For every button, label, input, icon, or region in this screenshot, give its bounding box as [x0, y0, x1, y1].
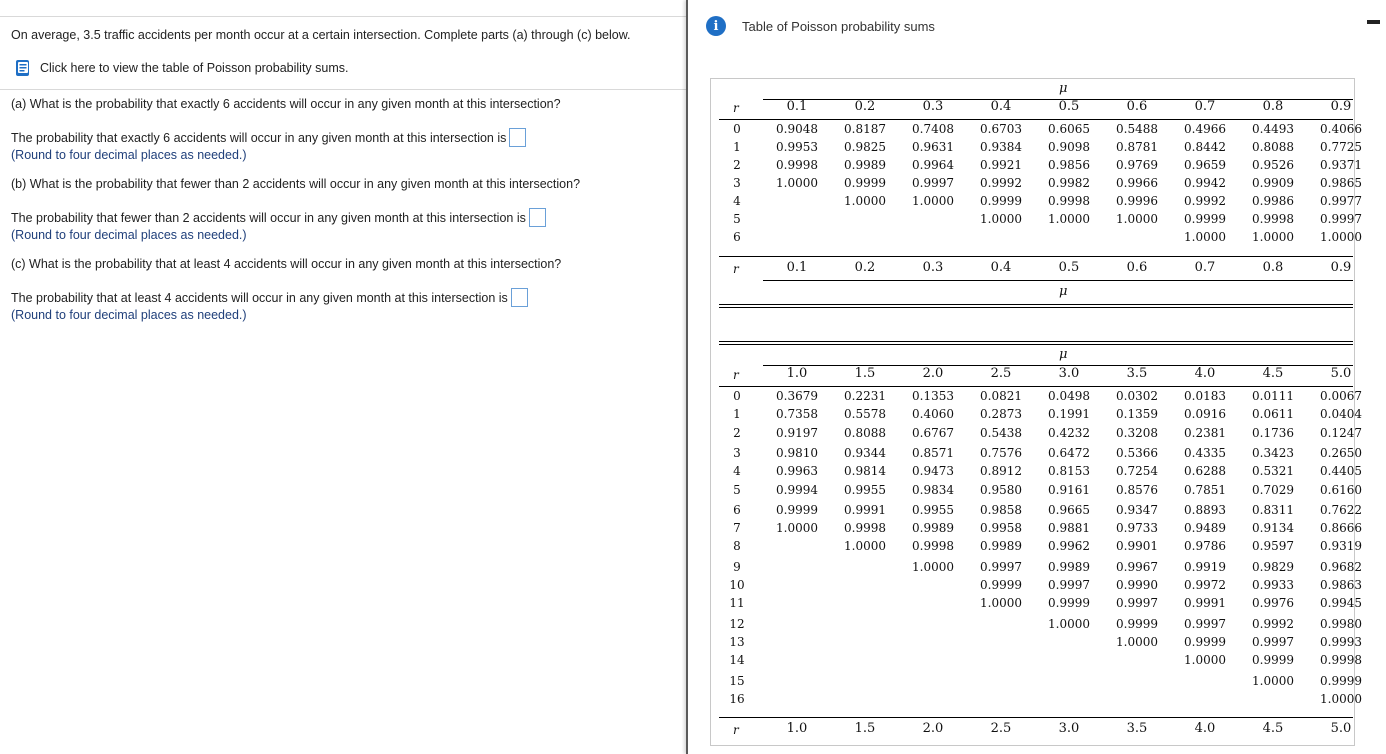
row-index: 3: [733, 176, 741, 190]
table-cell: 1.0000: [776, 521, 818, 536]
row-index: 1: [733, 140, 741, 154]
row-index: 14: [729, 653, 745, 668]
table-rule: [719, 341, 1353, 342]
table-cell: 0.6703: [980, 122, 1022, 136]
table-cell: 0.9955: [912, 502, 954, 517]
part-b-question: (b) What is the probability that fewer than 2 accidents will occur in any given month at this intersection?: [11, 177, 581, 191]
popup-header: [706, 16, 935, 36]
table-cell: 0.9962: [1048, 539, 1090, 554]
table-cell: 1.0000: [1116, 212, 1158, 226]
footer-mu-5.0: 5.0: [1330, 721, 1352, 736]
table-cell: 0.9659: [1184, 158, 1226, 172]
row-index: 2: [733, 425, 741, 440]
table-rule: [719, 386, 1353, 387]
table-cell: 0.9161: [1048, 482, 1090, 497]
table-cell: 0.9999: [1252, 653, 1294, 668]
table-rule: [763, 280, 1353, 281]
part-c-answer-prefix: The probability that at least 4 accidents will occur in any given month at this intersection is: [11, 291, 508, 305]
table-cell: 0.9810: [776, 445, 818, 460]
table-cell: 0.2650: [1320, 445, 1362, 460]
table-cell: 0.0067: [1320, 389, 1362, 403]
table-cell: 0.5488: [1116, 122, 1158, 136]
question-panel: [0, 0, 686, 754]
table-cell: 0.9989: [980, 539, 1022, 554]
table-cell: 0.9998: [1048, 194, 1090, 208]
row-index: 4: [733, 194, 741, 208]
table-cell: 0.9989: [912, 521, 954, 536]
poisson-table-2: [719, 341, 1362, 745]
row-index: 6: [733, 230, 741, 244]
table-cell: 0.0111: [1252, 389, 1294, 403]
table-cell: 0.8088: [844, 425, 886, 440]
row-index: 5: [733, 212, 741, 226]
popup-title: Table of Poisson probability sums: [742, 18, 935, 34]
table-cell: 0.6065: [1048, 122, 1090, 136]
footer-mu-1.0: 1.0: [786, 721, 808, 736]
divider: [0, 16, 686, 17]
part-c-question: (c) What is the probability that at least 4 accidents will occur in any given month at this intersection?: [11, 257, 562, 271]
table-cell: 0.9989: [844, 158, 886, 172]
table-cell: 0.5578: [844, 407, 886, 422]
table-cell: 0.8576: [1116, 482, 1158, 497]
table-rule: [719, 119, 1353, 120]
table-cell: 0.1736: [1252, 425, 1294, 440]
row-index: 8: [733, 539, 741, 554]
table-cell: 0.9967: [1116, 559, 1158, 574]
table-cell: 0.9786: [1184, 539, 1226, 554]
table-cell: 0.9993: [1320, 634, 1362, 649]
row-index: 13: [729, 634, 745, 649]
row-index: 1: [733, 407, 741, 422]
view-table-link[interactable]: [14, 59, 348, 77]
table-cell: 0.9909: [1252, 176, 1294, 190]
footer-mu-4.0: 4.0: [1194, 721, 1216, 736]
footer-mu-0.7: 0.7: [1194, 260, 1216, 275]
row-index: 4: [733, 464, 741, 479]
table-cell: 0.7725: [1320, 140, 1362, 154]
table-cell: 1.0000: [1252, 230, 1294, 244]
table-cell: 0.6288: [1184, 464, 1226, 479]
table-cell: 0.1247: [1320, 425, 1362, 440]
table-cell: 0.9856: [1048, 158, 1090, 172]
table-cell: 0.9829: [1252, 559, 1294, 574]
header-r-label: r: [733, 101, 739, 115]
table-cell: 0.8666: [1320, 521, 1362, 536]
view-table-link-label: Click here to view the table of Poisson probability sums.: [40, 61, 349, 75]
header-mu-0.2: 0.2: [854, 99, 876, 114]
table-cell: 0.9631: [912, 140, 954, 154]
table-cell: 0.9682: [1320, 559, 1362, 574]
header-mu-4.0: 4.0: [1194, 366, 1216, 381]
header-mu-0.8: 0.8: [1262, 99, 1284, 114]
table-cell: 0.9901: [1116, 539, 1158, 554]
table-cell: 0.6160: [1320, 482, 1362, 497]
table-cell: 0.0821: [980, 389, 1022, 403]
table-cell: 0.4405: [1320, 464, 1362, 479]
table-cell: 0.9999: [776, 502, 818, 517]
table-cell: 0.9990: [1116, 578, 1158, 592]
table-cell: 0.9977: [1320, 194, 1362, 208]
footer-mu-0.2: 0.2: [854, 260, 876, 275]
header-mu-3.5: 3.5: [1126, 366, 1148, 381]
row-index: 7: [733, 521, 741, 536]
table-cell: 0.4493: [1252, 122, 1294, 136]
table-cell: 0.9371: [1320, 158, 1362, 172]
table-cell: 0.9865: [1320, 176, 1362, 190]
table-cell: 0.9955: [844, 482, 886, 497]
row-index: 15: [729, 673, 745, 688]
part-c-answer-input[interactable]: [511, 288, 528, 307]
table-cell: 1.0000: [1320, 230, 1362, 244]
table-cell: 0.1353: [912, 389, 954, 403]
header-mu-2.5: 2.5: [990, 366, 1012, 381]
table-cell: 1.0000: [1048, 616, 1090, 631]
table-cell: 0.3208: [1116, 425, 1158, 440]
table-cell: 0.9953: [776, 140, 818, 154]
table-cell: 0.6767: [912, 425, 954, 440]
table-rule: [719, 256, 1353, 257]
table-cell: 0.7358: [776, 407, 818, 422]
table-cell: 0.9997: [1116, 596, 1158, 611]
footer-mu-0.3: 0.3: [922, 260, 944, 275]
table-cell: 0.0404: [1320, 407, 1362, 422]
table-cell: 0.9347: [1116, 502, 1158, 517]
table-cell: 0.9998: [1252, 212, 1294, 226]
header-r-label: r: [733, 368, 739, 382]
footer-mu-3.0: 3.0: [1058, 721, 1080, 736]
table-cell: 0.9992: [980, 176, 1022, 190]
table-cell: 0.9966: [1116, 176, 1158, 190]
header-mu-0.1: 0.1: [786, 99, 808, 114]
table-cell: 0.9991: [1184, 596, 1226, 611]
table-cell: 1.0000: [1184, 653, 1226, 668]
part-a-answer-input[interactable]: [509, 128, 526, 147]
part-a-answer-prefix: The probability that exactly 6 accidents will occur in any given month at this intersection is: [11, 131, 507, 145]
table-cell: 1.0000: [844, 194, 886, 208]
divider: [0, 89, 686, 90]
table-cell: 0.9997: [980, 559, 1022, 574]
table-cell: 0.8571: [912, 445, 954, 460]
table-cell: 0.9997: [1252, 634, 1294, 649]
table-cell: 0.0498: [1048, 389, 1090, 403]
table-cell: 1.0000: [1184, 230, 1226, 244]
table-cell: 0.9999: [1116, 616, 1158, 631]
mu-label: μ: [1059, 81, 1068, 96]
table-cell: 0.9958: [980, 521, 1022, 536]
table-cell: 0.9997: [1048, 578, 1090, 592]
table-cell: 0.9197: [776, 425, 818, 440]
table-cell: 0.9945: [1320, 596, 1362, 611]
table-rule: [719, 717, 1353, 718]
footer-mu-0.4: 0.4: [990, 260, 1012, 275]
header-mu-0.4: 0.4: [990, 99, 1012, 114]
table-cell: 0.2873: [980, 407, 1022, 422]
header-mu-2.0: 2.0: [922, 366, 944, 381]
table-cell: 0.8781: [1116, 140, 1158, 154]
table-cell: 0.8442: [1184, 140, 1226, 154]
table-cell: 0.9489: [1184, 521, 1226, 536]
part-c-answer-line: [11, 288, 528, 307]
book-icon: [14, 59, 32, 77]
table-cell: 0.9992: [1184, 194, 1226, 208]
table-cell: 0.8088: [1252, 140, 1294, 154]
footer-r-label: r: [733, 262, 739, 276]
row-index: 16: [729, 691, 745, 706]
mu-label: μ: [1059, 284, 1068, 299]
table-cell: 0.9997: [1184, 616, 1226, 631]
poisson-table-frame: [710, 78, 1362, 746]
table-cell: 0.9665: [1048, 502, 1090, 517]
table-cell: 0.7408: [912, 122, 954, 136]
table-cell: 0.7851: [1184, 482, 1226, 497]
footer-mu-2.0: 2.0: [922, 721, 944, 736]
part-b-answer-input[interactable]: [529, 208, 546, 227]
table-cell: 1.0000: [980, 596, 1022, 611]
table-cell: 0.9999: [844, 176, 886, 190]
row-index: 0: [733, 389, 741, 403]
row-index: 6: [733, 502, 741, 517]
table-cell: 0.7254: [1116, 464, 1158, 479]
table-cell: 0.0183: [1184, 389, 1226, 403]
table-cell: 1.0000: [844, 539, 886, 554]
header-mu-0.6: 0.6: [1126, 99, 1148, 114]
table-cell: 0.3679: [776, 389, 818, 403]
table-rule: [719, 304, 1353, 305]
table-cell: 0.5438: [980, 425, 1022, 440]
table-cell: 0.9976: [1252, 596, 1294, 611]
table-cell: 0.7576: [980, 445, 1022, 460]
table-cell: 0.7622: [1320, 502, 1362, 517]
table-cell: 0.4232: [1048, 425, 1090, 440]
table-cell: 0.9986: [1252, 194, 1294, 208]
row-index: 2: [733, 158, 741, 172]
table-cell: 0.8893: [1184, 502, 1226, 517]
table-cell: 0.9919: [1184, 559, 1226, 574]
table-cell: 0.0302: [1116, 389, 1158, 403]
table-cell: 0.9834: [912, 482, 954, 497]
table-cell: 0.9473: [912, 464, 954, 479]
table-cell: 0.8187: [844, 122, 886, 136]
table-cell: 0.9964: [912, 158, 954, 172]
table-cell: 0.9963: [776, 464, 818, 479]
table-cell: 0.9881: [1048, 521, 1090, 536]
info-icon: i: [706, 16, 726, 36]
table-cell: 0.3423: [1252, 445, 1294, 460]
table-cell: 0.2231: [844, 389, 886, 403]
row-index: 9: [733, 559, 741, 574]
table-cell: 0.9999: [980, 578, 1022, 592]
table-cell: 0.5366: [1116, 445, 1158, 460]
table-cell: 0.4335: [1184, 445, 1226, 460]
table-cell: 0.9384: [980, 140, 1022, 154]
table-cell: 0.8153: [1048, 464, 1090, 479]
table-cell: 1.0000: [980, 212, 1022, 226]
table-cell: 0.9999: [1048, 596, 1090, 611]
header-mu-0.3: 0.3: [922, 99, 944, 114]
table-cell: 1.0000: [776, 176, 818, 190]
part-b-answer-prefix: The probability that fewer than 2 accidents will occur in any given month at this intersection is: [11, 211, 526, 225]
table-cell: 0.9998: [912, 539, 954, 554]
table-cell: 0.4066: [1320, 122, 1362, 136]
table-cell: 0.6472: [1048, 445, 1090, 460]
part-a-answer-line: [11, 128, 526, 147]
table-cell: 1.0000: [912, 559, 954, 574]
table-cell: 1.0000: [1048, 212, 1090, 226]
table-rule: [719, 344, 1353, 345]
table-cell: 0.1991: [1048, 407, 1090, 422]
table-cell: 0.8311: [1252, 502, 1294, 517]
row-index: 3: [733, 445, 741, 460]
table-cell: 0.0916: [1184, 407, 1226, 422]
table-cell: 0.9825: [844, 140, 886, 154]
table-cell: 0.9999: [1184, 634, 1226, 649]
header-mu-0.9: 0.9: [1330, 99, 1352, 114]
table-cell: 0.2381: [1184, 425, 1226, 440]
footer-mu-0.9: 0.9: [1330, 260, 1352, 275]
part-a-round-note: (Round to four decimal places as needed.): [11, 148, 247, 162]
table-cell: 0.9999: [1184, 212, 1226, 226]
table-cell: 0.9998: [776, 158, 818, 172]
table-cell: 0.7029: [1252, 482, 1294, 497]
table-rule: [719, 307, 1353, 308]
table-cell: 0.9863: [1320, 578, 1362, 592]
part-b-round-note: (Round to four decimal places as needed.): [11, 228, 247, 242]
table-cell: 0.9733: [1116, 521, 1158, 536]
table-cell: 1.0000: [1252, 673, 1294, 688]
table-cell: 0.9098: [1048, 140, 1090, 154]
table-cell: 0.9814: [844, 464, 886, 479]
table-cell: 0.9921: [980, 158, 1022, 172]
footer-mu-0.6: 0.6: [1126, 260, 1148, 275]
table-cell: 0.9994: [776, 482, 818, 497]
table-cell: 0.5321: [1252, 464, 1294, 479]
table-cell: 1.0000: [912, 194, 954, 208]
table-cell: 0.4966: [1184, 122, 1226, 136]
table-cell: 0.9344: [844, 445, 886, 460]
table-cell: 0.0611: [1252, 407, 1294, 422]
header-mu-1.0: 1.0: [786, 366, 808, 381]
table-cell: 0.1359: [1116, 407, 1158, 422]
header-mu-0.7: 0.7: [1194, 99, 1216, 114]
footer-mu-0.5: 0.5: [1058, 260, 1080, 275]
table-cell: 0.9972: [1184, 578, 1226, 592]
mu-label: μ: [1059, 347, 1068, 362]
part-a-question: (a) What is the probability that exactly 6 accidents will occur in any given month at this intersection?: [11, 97, 561, 111]
part-b-answer-line: [11, 208, 546, 227]
header-mu-4.5: 4.5: [1262, 366, 1284, 381]
table-cell: 0.9999: [980, 194, 1022, 208]
header-mu-1.5: 1.5: [854, 366, 876, 381]
header-mu-0.5: 0.5: [1058, 99, 1080, 114]
table-cell: 0.9997: [1320, 212, 1362, 226]
table-cell: 0.9989: [1048, 559, 1090, 574]
table-cell: 0.9998: [1320, 653, 1362, 668]
table-cell: 0.9580: [980, 482, 1022, 497]
table-cell: 0.9982: [1048, 176, 1090, 190]
table-cell: 0.9858: [980, 502, 1022, 517]
table-cell: 0.9134: [1252, 521, 1294, 536]
row-index: 12: [729, 616, 745, 631]
table-cell: 1.0000: [1320, 691, 1362, 706]
question-intro: On average, 3.5 traffic accidents per month occur at a certain intersection. Complete parts (a) through (c) below.: [11, 28, 631, 42]
table-cell: 0.9997: [912, 176, 954, 190]
header-mu-5.0: 5.0: [1330, 366, 1352, 381]
row-index: 0: [733, 122, 741, 136]
table-cell: 0.9942: [1184, 176, 1226, 190]
table-cell: 0.9933: [1252, 578, 1294, 592]
footer-mu-1.5: 1.5: [854, 721, 876, 736]
table-cell: 0.9769: [1116, 158, 1158, 172]
table-cell: 0.9048: [776, 122, 818, 136]
table-cell: 0.9999: [1320, 673, 1362, 688]
table-cell: 0.9597: [1252, 539, 1294, 554]
footer-mu-0.1: 0.1: [786, 260, 808, 275]
poisson-table-1: [719, 79, 1362, 309]
footer-mu-0.8: 0.8: [1262, 260, 1284, 275]
footer-mu-4.5: 4.5: [1262, 721, 1284, 736]
table-cell: 0.9980: [1320, 616, 1362, 631]
footer-mu-2.5: 2.5: [990, 721, 1012, 736]
table-cell: 0.9996: [1116, 194, 1158, 208]
minimize-button[interactable]: [1367, 20, 1380, 24]
part-c-round-note: (Round to four decimal places as needed.): [11, 308, 247, 322]
footer-mu-3.5: 3.5: [1126, 721, 1148, 736]
table-cell: 0.8912: [980, 464, 1022, 479]
table-cell: 0.9998: [844, 521, 886, 536]
header-mu-3.0: 3.0: [1058, 366, 1080, 381]
row-index: 10: [729, 578, 745, 592]
table-cell: 1.0000: [1116, 634, 1158, 649]
table-cell: 0.4060: [912, 407, 954, 422]
row-index: 11: [729, 596, 745, 611]
table-cell: 0.9526: [1252, 158, 1294, 172]
row-index: 5: [733, 482, 741, 497]
table-cell: 0.9319: [1320, 539, 1362, 554]
table-cell: 0.9992: [1252, 616, 1294, 631]
table-cell: 0.9991: [844, 502, 886, 517]
footer-r-label: r: [733, 723, 739, 737]
